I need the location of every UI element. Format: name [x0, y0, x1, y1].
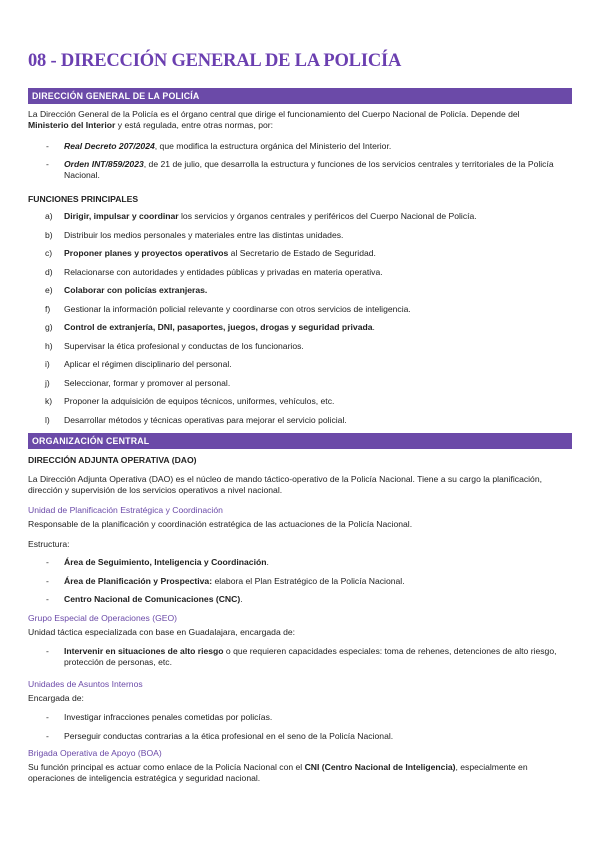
uai-text: Encargada de: [28, 693, 84, 703]
list-item [28, 576, 572, 595]
structure-item-bold: Centro Nacional de Comunicaciones (CNC) [64, 594, 241, 604]
function-letter: c) [45, 248, 53, 258]
function-letter: l) [45, 414, 50, 425]
structure-list [28, 557, 572, 605]
list-item [28, 557, 572, 576]
intro-text-end: y está regulada, entre otras normas, por: [115, 120, 274, 130]
structure-item-text: elabora el Plan Estratégico de la Policía Nacional. [212, 575, 405, 586]
structure-label: Estructura: [28, 539, 70, 549]
geo-title: Grupo Especial de Operaciones (GEO) [28, 613, 178, 623]
function-bold: Control de extranjería, DNI, pasaportes, juegos, drogas y seguridad privada [64, 322, 373, 332]
function-text: los servicios y órganos centrales y periféricos del Cuerpo Nacional de Policía. [178, 211, 477, 221]
function-text: Gestionar la información policial relevante y coordinarse con otros servicios de inteligencia. [64, 303, 411, 314]
geo-item-text: o que requieren capacidades especiales: toma de rehenes, detenciones de alto riesgo, protección de personas, etc. [64, 646, 557, 667]
function-item [28, 267, 572, 286]
function-letter: b) [45, 229, 53, 240]
function-letter: a) [45, 211, 53, 221]
function-item [28, 341, 572, 360]
list-item [28, 159, 572, 181]
boa-title: Brigada Operativa de Apoyo (BOA) [28, 748, 162, 758]
boa-text-start: Su función principal es actuar como enlace de la Policía Nacional con el [28, 762, 305, 772]
list-item: - Investigar infracciones penales cometidas por policías. [28, 712, 572, 731]
intro-paragraph [28, 109, 572, 131]
uai-list [28, 712, 572, 742]
boa-cni: CNI (Centro Nacional de Inteligencia) [304, 762, 456, 772]
intro-text: La Dirección General de la Policía es el órgano central que dirige el funcionamiento del Cuerpo Nacional de Policía. Depende del [28, 109, 520, 119]
functions-title: FUNCIONES PRINCIPALES [28, 194, 139, 204]
function-bold: Colaborar con policías extranjeras. [64, 285, 208, 295]
function-letter: d) [45, 266, 53, 277]
function-item [28, 396, 572, 415]
upec-title: Unidad de Planificación Estratégica y Coordinación [28, 505, 223, 515]
page-title: 08 - DIRECCIÓN GENERAL DE LA POLICÍA [28, 51, 402, 71]
function-letter: f) [45, 303, 51, 314]
boa-text [28, 762, 572, 784]
function-letter: e) [45, 285, 53, 295]
function-item [28, 359, 572, 378]
dao-text: La Dirección Adjunta Operativa (DAO) es el núcleo de mando táctico-operativo de la Policía Nacional. Tiene a su cargo la planificación, dirección y supervisión de los servicios operativos a nivel nacional. [28, 474, 542, 495]
function-text: Supervisar la ética profesional y conductas de los funcionarios. [64, 340, 304, 351]
function-letter: i) [45, 359, 50, 369]
norm-name: Orden INT/859/2023 [64, 159, 144, 169]
norm-text: , que modifica la estructura orgánica del Ministerio del Interior. [154, 141, 392, 151]
list-item: - Perseguir conductas contrarias a la ética profesional en el seno de la Policía Nacional. [28, 731, 572, 742]
structure-item-text: . [266, 557, 269, 567]
function-text: Seleccionar, formar y promover al personal. [64, 377, 231, 388]
function-item [28, 415, 572, 434]
function-text: Relacionarse con autoridades y entidades públicas y privadas en materia operativa. [64, 266, 383, 277]
function-text: al Secretario de Estado de Seguridad. [228, 248, 376, 258]
list-item [28, 594, 572, 605]
list-item [28, 141, 572, 159]
norm-name: Real Decreto 207/2024 [64, 141, 155, 151]
boa-text-end: , especialmente en operaciones de inteligencia estratégica y seguridad nacional. [28, 762, 528, 783]
geo-text: Unidad táctica especializada con base en Guadalajara, encargada de: [28, 627, 296, 637]
section-header-direccion-general: DIRECCIÓN GENERAL DE LA POLICÍA [28, 88, 572, 104]
geo-list [28, 646, 572, 668]
function-item [28, 248, 572, 267]
structure-item-text: . [240, 594, 243, 604]
function-item [28, 230, 572, 249]
function-item [28, 211, 572, 230]
function-letter: j) [45, 377, 50, 388]
functions-list [28, 211, 572, 433]
norm-text: , de 21 de julio, que desarrolla la estructura y funciones de los servicios centrales y territoriales de la Policía Nacional. [64, 159, 554, 180]
geo-item-bold: Intervenir en situaciones de alto riesgo [64, 646, 224, 656]
function-letter: k) [45, 396, 53, 406]
uai-title: Unidades de Asuntos Internos [28, 679, 143, 689]
upec-text: Responsable de la planificación y coordinación estratégica de las actuaciones de la Policía Nacional. [28, 519, 413, 529]
function-item [28, 285, 572, 304]
function-letter: g) [45, 322, 53, 332]
function-text: Distribuir los medios personales y materiales entre las distintas unidades. [64, 229, 344, 240]
function-item [28, 322, 572, 341]
function-bold: Dirigir, impulsar y coordinar [64, 211, 179, 221]
function-text: Aplicar el régimen disciplinario del personal. [64, 359, 232, 369]
structure-item-bold: Área de Planificación y Prospectiva: [64, 575, 213, 586]
norms-list [28, 141, 572, 181]
function-item [28, 304, 572, 323]
function-item [28, 378, 572, 397]
section-header-organizacion-central: ORGANIZACIÓN CENTRAL [28, 433, 572, 449]
dao-title: DIRECCIÓN ADJUNTA OPERATIVA (DAO) [28, 455, 197, 465]
function-text: Proponer la adquisición de equipos técnicos, uniformes, vehículos, etc. [64, 396, 335, 406]
function-bold: Proponer planes y proyectos operativos [64, 248, 229, 258]
structure-item-bold: Área de Seguimiento, Inteligencia y Coordinación [64, 557, 267, 567]
intro-ministry: Ministerio del Interior [28, 120, 116, 130]
function-text: Desarrollar métodos y técnicas operativas para mejorar el servicio policial. [64, 414, 347, 425]
list-item [28, 646, 572, 668]
function-text: . [372, 322, 375, 332]
function-letter: h) [45, 340, 53, 351]
